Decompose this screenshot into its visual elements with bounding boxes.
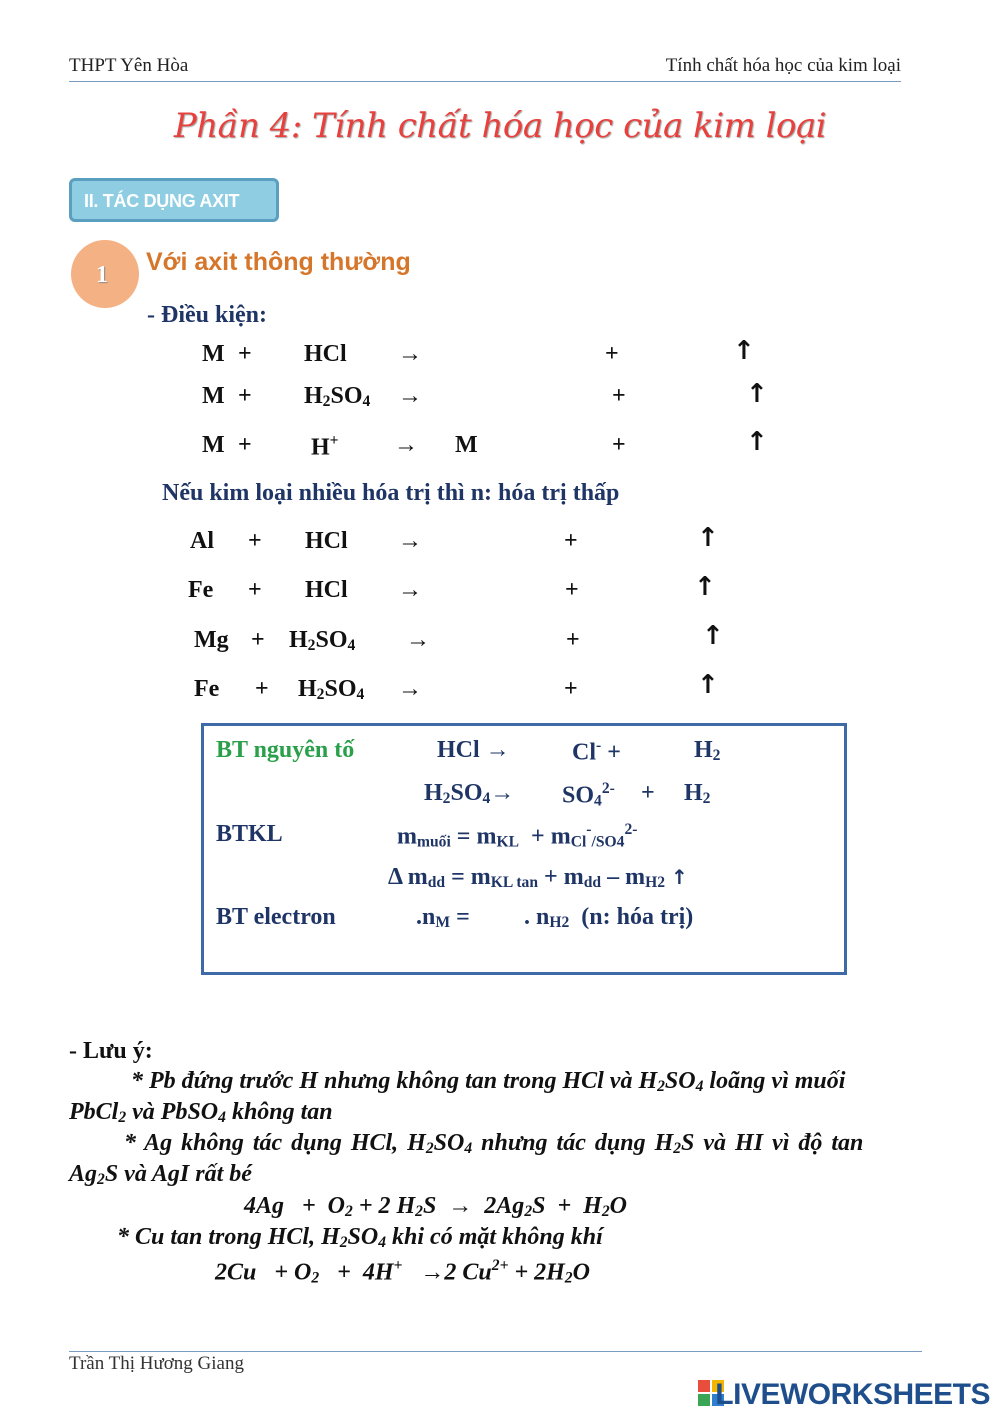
arrow-up-icon: ↑	[733, 336, 755, 366]
product-metal: M	[455, 432, 478, 458]
valence-hint: (n: hóa trị)	[581, 904, 694, 930]
subscript: 4	[347, 637, 356, 655]
metal: Fe	[188, 577, 214, 603]
plus: +	[564, 528, 578, 554]
symbol: .n	[416, 904, 436, 930]
subscript: 2	[425, 1140, 434, 1158]
arrow-right-icon: →	[398, 676, 422, 702]
subscript: 4	[218, 1109, 226, 1127]
note-cu	[117, 1224, 603, 1252]
text: * Cu tan trong HCl, H	[117, 1224, 340, 1250]
text: + 2H	[508, 1259, 565, 1286]
acid-part: H	[304, 383, 323, 409]
subscript: 4	[594, 792, 602, 810]
arrow-up-icon: ↑	[671, 865, 688, 889]
chloride-ion	[572, 737, 621, 766]
subscript: 2	[345, 1203, 353, 1221]
subscript: 4	[482, 790, 491, 808]
text: S → 2Ag	[422, 1193, 525, 1219]
note-ag-line1	[124, 1130, 863, 1158]
btkl-formula	[397, 821, 637, 851]
subscript: dd	[583, 874, 602, 892]
hydrogen	[684, 780, 710, 808]
plus: +	[251, 627, 265, 653]
subscript: 4	[464, 1140, 473, 1158]
plus: +	[612, 383, 626, 409]
arrow-right-icon: →	[398, 528, 422, 554]
plus: +	[238, 432, 252, 458]
plus: +	[544, 864, 558, 890]
h2so4	[424, 780, 514, 808]
arrow-up-icon: ↑	[697, 670, 719, 700]
text: →2 Cu	[402, 1259, 492, 1286]
subscript: 2	[97, 1171, 105, 1189]
sulfate-ion	[562, 780, 615, 810]
note-pb-line1	[131, 1068, 845, 1096]
subscript: KL tan	[490, 874, 539, 892]
acid	[311, 432, 339, 461]
nh2-term	[524, 904, 693, 932]
subscript: 2	[442, 790, 451, 808]
acid	[298, 676, 364, 704]
formula: HCl	[437, 737, 480, 763]
hcl	[437, 737, 510, 764]
subscript: H2	[645, 874, 665, 892]
arrow-right-icon: →	[398, 341, 422, 367]
text: S + H	[532, 1193, 602, 1219]
acid-part: SO	[315, 627, 348, 653]
plus: +	[566, 627, 580, 653]
arrow-right-icon: →	[398, 383, 422, 409]
acid: HCl	[304, 341, 347, 367]
text: SO	[664, 1068, 696, 1094]
subsection-title: Với axit thông thường	[146, 248, 411, 276]
subscript: 2	[118, 1109, 127, 1127]
text: 4Ag + O	[244, 1193, 346, 1219]
header-topic: Tính chất hóa học của kim loại	[665, 55, 901, 76]
liveworksheets-brand: LIVEWORKSHEETS	[715, 1378, 990, 1411]
symbol: m	[563, 864, 584, 890]
subscript: 2	[601, 1203, 610, 1221]
arrow-up-icon: ↑	[697, 523, 719, 553]
plus: +	[248, 577, 262, 603]
superscript: 2-	[624, 821, 638, 838]
symbol: m	[625, 864, 646, 890]
arrow-right-icon: →	[490, 780, 515, 806]
formula: H	[424, 780, 443, 806]
text: O	[609, 1193, 627, 1219]
subscript: M	[435, 914, 451, 932]
arrow-up-icon: ↑	[746, 427, 768, 457]
text: SO	[433, 1130, 465, 1156]
plus: +	[238, 341, 252, 367]
arrow-up-icon: ↑	[746, 379, 768, 409]
plus: +	[612, 432, 626, 458]
text: loãng vì muối	[703, 1068, 846, 1094]
metal: Mg	[194, 627, 229, 653]
acid-part: H	[289, 627, 308, 653]
superscript: +	[393, 1257, 403, 1274]
note-ag-line2	[69, 1161, 252, 1189]
acid-part: SO	[324, 676, 357, 702]
equals: =	[456, 904, 470, 930]
text: PbCl	[69, 1099, 119, 1125]
superscript: -	[586, 821, 592, 838]
text: nhưng tác dụng H	[472, 1130, 674, 1156]
text: + 4H	[319, 1259, 394, 1286]
plus: +	[641, 780, 655, 806]
subscript: 2	[415, 1203, 423, 1221]
acid	[304, 383, 370, 411]
subscript: /SO4	[591, 833, 625, 851]
text: * Pb đứng trước H nhưng không tan trong HCl và H	[131, 1068, 658, 1094]
subscript: 4	[695, 1078, 704, 1096]
acid-part: SO	[330, 383, 363, 409]
subscript: KL	[496, 833, 520, 851]
valence-note: Nếu kim loại nhiều hóa trị thì n: hóa trị thấp	[162, 480, 620, 506]
arrow-right-icon: →	[406, 627, 430, 653]
acid: HCl	[305, 528, 348, 554]
symbol: m	[470, 864, 491, 890]
formula: Cl	[572, 739, 596, 766]
text: S và AgI rất bé	[104, 1161, 252, 1187]
text: SO	[347, 1224, 379, 1250]
metal: M	[202, 383, 225, 409]
subscript: dd	[427, 874, 446, 892]
symbol: . n	[524, 904, 550, 930]
formula: H	[684, 780, 703, 806]
superscript: +	[329, 432, 339, 449]
minus: –	[607, 864, 620, 890]
symbol: m	[550, 823, 571, 850]
superscript: 2-	[601, 780, 615, 797]
subscript: 2	[702, 790, 711, 808]
metal: Al	[190, 528, 214, 554]
arrow-up-icon: ↑	[702, 621, 724, 651]
arrow-up-icon: ↑	[694, 572, 716, 602]
arrow-right-icon: →	[398, 577, 422, 603]
acid-part: H	[311, 434, 330, 461]
section-label: II. TÁC DỤNG AXIT	[84, 191, 240, 211]
subscript: 2	[339, 1234, 348, 1252]
header-rule	[69, 81, 901, 82]
note-pb-line2	[69, 1099, 333, 1127]
text: S và HI vì độ tan	[681, 1130, 864, 1156]
subscript: 4	[378, 1234, 387, 1252]
logo-tile	[698, 1394, 710, 1406]
plus: +	[607, 739, 621, 766]
equals: =	[456, 823, 471, 850]
btkl-label: BTKL	[216, 821, 283, 847]
symbol: m	[476, 823, 497, 850]
subscript: muối	[417, 833, 451, 851]
superscript: 2+	[491, 1257, 509, 1274]
logo-tile	[698, 1380, 710, 1392]
text: và PbSO	[126, 1099, 219, 1125]
acid: HCl	[305, 577, 348, 603]
equals: =	[451, 864, 465, 890]
metal: Fe	[194, 676, 220, 702]
subscript: 2	[564, 1269, 573, 1287]
condition-label: - Điều kiện:	[147, 302, 267, 328]
subscript: 2	[311, 1269, 320, 1287]
plus: +	[564, 676, 578, 702]
bt-electron-label: BT electron	[216, 904, 336, 930]
subscript: H2	[549, 914, 570, 932]
metal: M	[202, 432, 225, 458]
hydrogen	[694, 737, 720, 765]
subscript: 4	[362, 393, 371, 411]
arrow-right-icon: →	[394, 432, 418, 458]
text: O	[572, 1259, 590, 1286]
notes-label: - Lưu ý:	[69, 1038, 153, 1064]
bt-nguyen-to-label: BT nguyên tố	[216, 737, 355, 763]
superscript: -	[596, 737, 602, 754]
page-title: Phần 4: Tính chất hóa học của kim loại	[173, 106, 827, 146]
text: * Ag không tác dụng HCl, H	[124, 1130, 426, 1156]
plus: +	[238, 383, 252, 409]
formula: SO	[450, 780, 483, 806]
delta-formula	[388, 864, 688, 892]
footer-rule	[69, 1351, 922, 1352]
subscript: 2	[322, 393, 331, 411]
subscript: 2	[712, 747, 721, 765]
metal: M	[202, 341, 225, 367]
plus: +	[248, 528, 262, 554]
subscript: 2	[307, 637, 316, 655]
formula: H	[694, 737, 713, 763]
text: khi có mặt không khí	[386, 1224, 603, 1250]
header-school: THPT Yên Hòa	[69, 55, 189, 76]
text: 2Cu + O	[215, 1259, 312, 1286]
plus: +	[255, 676, 269, 702]
subscript: 4	[356, 686, 365, 704]
text: + 2 H	[352, 1193, 416, 1219]
equation-cu-oxidation	[215, 1257, 590, 1287]
subscript: 2	[673, 1140, 682, 1158]
subscript: 2	[316, 686, 325, 704]
footer-author: Trần Thị Hương Giang	[69, 1353, 244, 1374]
subscript: Cl	[570, 833, 587, 851]
formula: SO	[562, 782, 595, 809]
symbol: m	[407, 864, 428, 890]
acid-part: H	[298, 676, 317, 702]
delta-symbol: Δ	[388, 864, 402, 890]
plus: +	[565, 577, 579, 603]
plus: +	[531, 823, 545, 850]
acid	[289, 627, 355, 655]
subscript: 2	[657, 1078, 665, 1096]
subsection-number: 1	[96, 262, 108, 288]
plus: +	[605, 341, 619, 367]
subscript: 2	[524, 1203, 533, 1221]
symbol: m	[397, 823, 417, 850]
text: không tan	[225, 1099, 333, 1125]
nm-term	[416, 904, 470, 932]
text: Ag	[69, 1161, 98, 1187]
equation-ag-h2s	[244, 1193, 627, 1221]
arrow-right-icon: →	[485, 737, 510, 763]
